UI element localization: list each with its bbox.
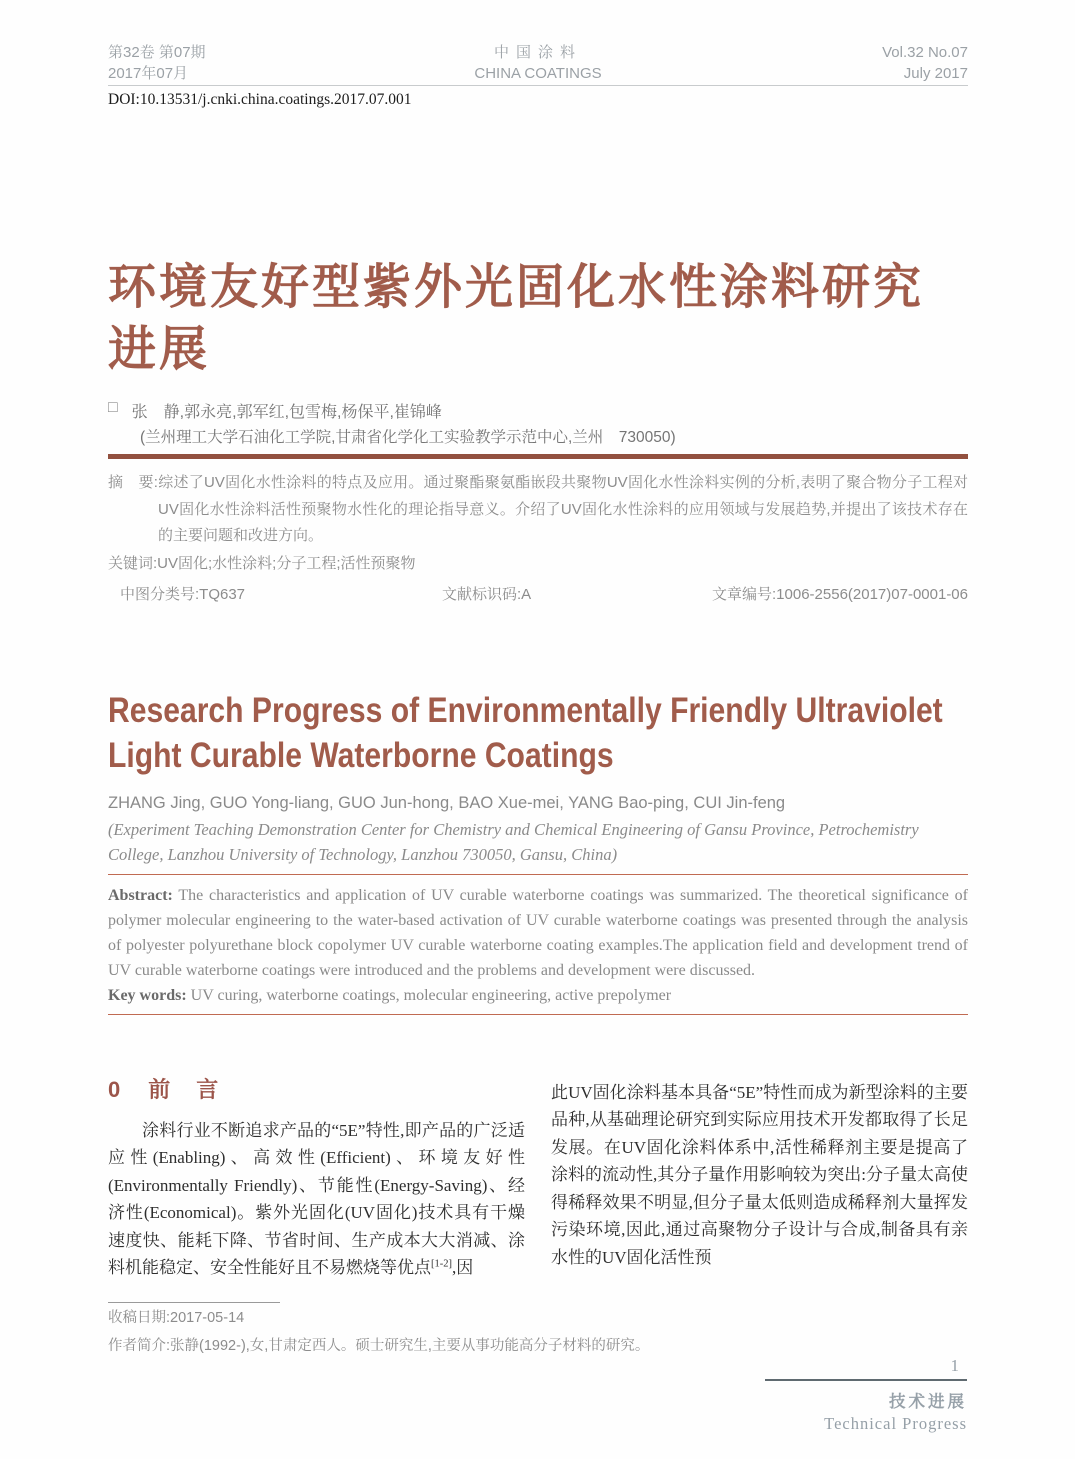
volume-issue-cn: 第32卷 第07期	[108, 44, 206, 61]
author-square-marker-icon: □	[108, 399, 118, 416]
article-title-en-line1: Research Progress of Environmentally Friendly Ultraviolet	[108, 690, 943, 730]
intro-left-tail: ,因	[452, 1258, 474, 1277]
received-date-label: 收稿日期:	[108, 1309, 171, 1326]
abstract-en-label: Abstract:	[108, 886, 173, 904]
intro-paragraph-right: 此UV固化涂料基本具备“5E”特性而成为新型涂料的主要品种,从基础理论研究到实际应用技术开发都取得了长足发展。在UV固化涂料体系中,活性稀释剂主要是提高了涂料的流动性,其分子量作用影响较为突出:分子量太高使得稀释效果不明显,但分子量太低则造成稀释剂大量挥发污染环境,因此,通过高聚物分子设计与合成,制备具有亲水性的UV固化活性预	[551, 1082, 968, 1267]
header-divider	[108, 85, 968, 86]
abstract-cn	[108, 470, 968, 550]
abstract-en-bottom-rule	[108, 1014, 968, 1015]
section-label-cn: 技术进展	[889, 1392, 967, 1411]
section-title: 前 言	[148, 1076, 221, 1102]
abstract-en-text: The characteristics and application of UV curable waterborne coatings was summarized. The theoretical significance of polymer molecular engineering to the water-based activation of UV curable waterborne coatings was presented through the analysis of polyester polyurethane block copolymer UV curable waterborne coating examples.The application field and development trend of UV curable waterborne coatings were introduced and the problems and development were discussed.	[108, 886, 968, 979]
affiliation-en: (Experiment Teaching Demonstration Center for Chemistry and Chemical Engineering of Gansu Province, Petrochemistry College, Lanzhou University of Technology, Lanzhou 730050, Gansu, China)	[108, 819, 919, 864]
classification-row	[108, 583, 968, 604]
keywords-en	[108, 983, 968, 1008]
article-title-cn-line2: 进展	[108, 323, 211, 376]
journal-header	[108, 0, 968, 84]
abstract-cn-label: 摘 要:	[108, 474, 158, 491]
pub-date-en: July 2017	[903, 65, 968, 82]
article-id-value: 1006-2556(2017)07-0001-06	[776, 585, 968, 603]
journal-name-cn: 中国涂料	[493, 44, 582, 61]
author-bio	[108, 1334, 968, 1359]
intro-left-text: 涂料行业不断追求产品的“5E”特性,即产品的广泛适应性(Enabling)、高效性(Efficient)、环境友好性(Environmentally Friendly)、节能性(Energy-Saving)、经济性(Economical)。紫外光固化(UV固化)技术具有干燥速度快、能耗下降、节省时间、生产成本大大消减、涂料机能稳定、安全性能好且不易燃烧等优点	[108, 1120, 525, 1277]
header-volume-block	[108, 42, 368, 84]
clc-number	[108, 583, 442, 604]
received-date-value: 2017-05-14	[170, 1309, 245, 1326]
body-column-right	[551, 1073, 968, 1282]
section-number: 0	[108, 1076, 123, 1102]
article-id	[712, 583, 968, 604]
footnote-divider	[108, 1302, 280, 1303]
author-bio-value: 张静(1992-),女,甘肃定西人。硕士研究生,主要从事功能高分子材料的研究。	[170, 1337, 650, 1354]
abstract-top-rule	[108, 454, 968, 459]
affiliation-cn: (兰州理工大学石油化工学院,甘肃省化学化工实验教学示范中心,兰州 730050)	[140, 429, 676, 446]
keywords-cn-text: UV固化;水性涂料;分子工程;活性预聚物	[157, 554, 416, 572]
header-volume-block-en	[708, 42, 968, 84]
authors-cn-row	[108, 399, 968, 422]
abstract-cn-text: 综述了UV固化水性涂料的特点及应用。通过聚酯聚氨酯嵌段共聚物UV固化水性涂料实例的分析,表明了聚合物分子工程对UV固化水性涂料活性预聚物水性化的理论指导意义。介绍了UV固化水性涂料的应用领域与发展趋势,并提出了该技术存在的主要问题和改进方向。	[157, 474, 968, 544]
authors-cn: 张 静,郭永亮,郭军红,包雪梅,杨保平,崔锦峰	[131, 404, 442, 421]
section-label-en: Technical Progress	[824, 1414, 967, 1433]
citation-ref: [1-2]	[431, 1258, 452, 1270]
article-title-en	[108, 688, 943, 778]
article-title-en-line2: Light Curable Waterborne Coatings	[108, 735, 614, 775]
page-content	[108, 0, 968, 1359]
abstract-en	[108, 883, 968, 983]
doi-text: DOI:10.13531/j.cnki.china.coatings.2017.07.001	[108, 91, 412, 108]
page-number: 1	[950, 1356, 959, 1375]
section-heading-intro	[108, 1073, 525, 1104]
keywords-en-label: Key words:	[108, 986, 187, 1004]
body-columns	[108, 1073, 968, 1282]
abstract-en-top-rule	[108, 874, 968, 875]
journal-name-en: CHINA COATINGS	[474, 65, 602, 82]
keywords-en-text: UV curing, waterborne coatings, molecular engineering, active prepolymer	[190, 986, 672, 1004]
keywords-cn	[108, 551, 968, 577]
body-column-left	[108, 1073, 525, 1282]
clc-value: TQ637	[199, 585, 246, 603]
article-title-cn	[108, 257, 968, 381]
intro-paragraph-left	[108, 1117, 525, 1282]
clc-label: 中图分类号:	[120, 585, 200, 603]
page-footer	[765, 1356, 967, 1434]
article-title-cn-line1: 环境友好型紫外光固化水性涂料研究	[108, 261, 925, 314]
volume-issue-en: Vol.32 No.07	[882, 44, 968, 61]
article-id-label: 文章编号:	[712, 585, 777, 603]
author-bio-label: 作者简介:	[108, 1337, 171, 1354]
doc-code-label: 文献标识码:	[442, 585, 522, 603]
footnote-block	[108, 1302, 968, 1359]
doc-code-value: A	[521, 585, 532, 603]
footer-divider	[765, 1379, 967, 1381]
document-code	[442, 583, 682, 604]
authors-en: ZHANG Jing, GUO Yong-liang, GUO Jun-hong, BAO Xue-mei, YANG Bao-ping, CUI Jin-feng	[108, 793, 786, 812]
keywords-cn-label: 关键词:	[108, 554, 158, 572]
journal-name-block	[368, 42, 708, 84]
pub-date-cn: 2017年07月	[108, 65, 189, 82]
received-date	[108, 1306, 968, 1331]
